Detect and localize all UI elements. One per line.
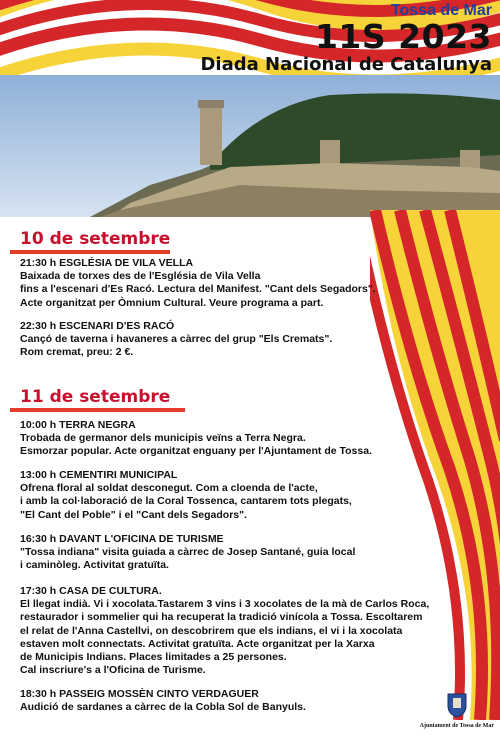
event-line: de Municipis Indians. Places limitades a 25 persones. xyxy=(20,651,287,664)
date-rule xyxy=(10,408,185,412)
event-title: 13:00 h CEMENTIRI MUNICIPAL xyxy=(20,469,178,481)
date-heading-10: 10 de setembre xyxy=(20,229,171,249)
event-title: 21:30 h ESGLÉSIA DE VILA VELLA xyxy=(20,257,194,269)
header xyxy=(200,2,492,76)
event-item xyxy=(20,469,440,522)
event-line: Esmorzar popular. Acte organitzat enguany per l'Ajuntament de Tossa. xyxy=(20,445,372,458)
event-title: 17:30 h CASA DE CULTURA. xyxy=(20,585,162,597)
date-heading-11: 11 de setembre xyxy=(20,387,171,407)
event-line: Ofrena floral al soldat desconegut. Com a cloenda de l'acte, xyxy=(20,482,318,495)
town-crest-icon xyxy=(446,692,468,718)
event-code: 11S 2023 xyxy=(314,17,492,56)
event-title: 16:30 h DAVANT L'OFICINA DE TURISME xyxy=(20,533,224,545)
event-line: i amb la col·laboració de la Coral Tossenca, cantarem tots plegats, xyxy=(20,495,352,508)
event-item xyxy=(20,533,440,573)
event-item xyxy=(20,688,440,714)
event-line: Audició de sardanes a càrrec de la Cobla Sol de Banyuls. xyxy=(20,701,306,714)
event-line: "Tossa indiana" visita guiada a càrrec de Josep Santané, guia local xyxy=(20,546,356,559)
event-line: fins a l'escenari d'Es Racó. Lectura del Manifest. "Cant dels Segadors". xyxy=(20,283,376,296)
event-line: Acte organitzat per Òmnium Cultural. Veure programa a part. xyxy=(20,296,324,309)
event-line: Cal inscriure's a l'Oficina de Turisme. xyxy=(20,664,206,677)
event-subtitle: Diada Nacional de Catalunya xyxy=(200,54,492,75)
event-line: El llegat indià. Vi i xocolata.Tastarem 3 vins i 3 xocolates de la mà de Carlos Roca, xyxy=(20,598,430,611)
castle-photo xyxy=(0,75,500,217)
event-line: Cançó de taverna i havaneres a càrrec del grup "Els Cremats". xyxy=(20,333,333,346)
event-item xyxy=(20,320,440,360)
event-line: Trobada de germanor dels municipis veïns a Terra Negra. xyxy=(20,432,306,445)
event-line: i caminòleg. Activitat gratuïta. xyxy=(20,559,169,572)
event-item xyxy=(20,257,440,310)
event-title: 18:30 h PASSEIG MOSSÈN CINTO VERDAGUER xyxy=(20,688,259,700)
date-rule xyxy=(10,250,170,254)
event-line: el relat de l'Anna Castellvi, on descobrirem que els indians, el vi i la xocolata xyxy=(20,624,403,637)
event-title: 10:00 h TERRA NEGRA xyxy=(20,419,136,431)
event-line: Baixada de torxes des de l'Església de Vila Vella xyxy=(20,270,261,283)
event-item xyxy=(20,585,440,677)
event-line: restaurador i sommelier qui ha recuperat la tradició vinícola a Tossa. Escoltarem xyxy=(20,611,423,624)
town-crest xyxy=(420,692,494,729)
organizer-name: Tossa de Mar xyxy=(390,2,492,19)
event-line: Rom cremat, preu: 2 €. xyxy=(20,346,134,359)
event-title: 22:30 h ESCENARI D'ES RACÓ xyxy=(20,320,175,332)
event-item xyxy=(20,419,440,459)
town-crest-label: Ajuntament de Tossa de Mar xyxy=(419,723,494,729)
event-line: "El Cant del Poble" i el "Cant dels Segadors". xyxy=(20,508,248,521)
event-line: estaven molt connectats. Activitat gratuïta. Acte organitzat per la Xarxa xyxy=(20,637,375,650)
